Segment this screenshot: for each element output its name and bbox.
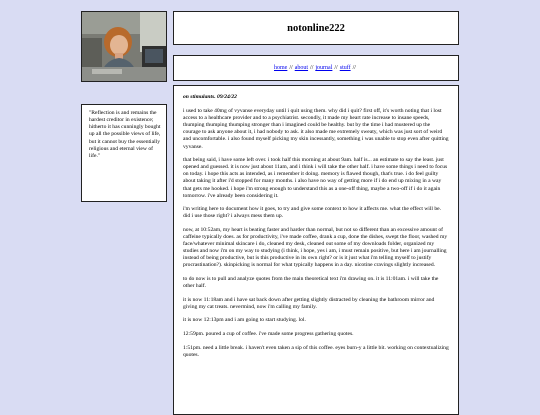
post-paragraph: i used to take 40mg of vyvanse everyday until i quit using them. why did i quit? first off, it's worth noting that i lost access to a healthcare provider and to a psychiatrist. secondly, it made my heart rate increase to insane speeds, thumping thumping thumping stronger than i imagined could be healthy. but by the time i had mustered up the courage to ask anyone about it, i had nobody to ask. it also made me extremely sweaty, which was just sort of weird and uncomfortable. i also found myself picking my skin incessantly, something i was unable to stop even after quitting vyvanse. <box>183 108 449 150</box>
post-paragraph: 12:59pm. poured a cup of coffee. i've made some progress gathering quotes. <box>183 330 354 337</box>
avatar-image <box>82 12 166 81</box>
nav-link-home[interactable]: home <box>274 65 288 71</box>
post-paragraph: it is now 12:13pm and i am going to start studying. lol. <box>183 317 306 324</box>
post-title: on stimulants. 09/24/22 <box>183 94 237 100</box>
quote-text: "Reflection is and remains the hardest creditor in existence; hitherto it has cunningly bought up all the possible views of life, but it cannot buy the essentially religious and eternal view of life." <box>89 110 161 159</box>
site-header <box>173 11 459 45</box>
nav-separator: // <box>289 65 293 71</box>
sidebar-quote <box>81 104 167 202</box>
nav-separator: // <box>310 65 314 71</box>
post-paragraph: now, at 10:52am, my heart is beating faster and harder than normal, but not so different than an excessive amount of caffeine typically does. as for productivity, i've made coffee, drank a cup, done the dishes, swept the floor, washed my face/whatever minimal skincare i do, cleaned my desk, cleaned out some of my downloads folder, organized my studies and now i'm on my way to studying (i think, i hope, yes i am, i must remain positive, but here i am journalling instead of being productive, but is this productive in its own right? or is it just what i'm telling myself to justify procrastination?). skinpicking is normal for what typically happens in a day. nicotine cravings slightly increased. <box>183 226 448 269</box>
journal-entry <box>173 85 459 415</box>
nav-link-stuff[interactable]: stuff <box>339 65 351 71</box>
nav-separator: // <box>334 65 338 71</box>
post-paragraph: it is now 11:18am and i have sat back down after getting slightly distracted by cleaning the bathroom mirror and giving my cat treats. nevermind, now i'm calling my family. <box>183 296 435 310</box>
post-paragraph: i'm writing here to document how it goes, to try and give some context to how it affects me. what the effect will be. did i use those right? i always mess them up. <box>183 206 442 220</box>
post-paragraph: 1:51pm. need a little break. i haven't even taken a sip of this coffee. eyes burn-y a little bit. working on contextualizing quotes. <box>183 344 449 358</box>
nav-link-about[interactable]: about <box>294 65 309 71</box>
site-title: notonline222 <box>287 22 345 34</box>
post-paragraph: to do now is to pull and analyze quotes from the main theoretical text i'm drawing on. it is 11:01am. i will take the other half. <box>183 275 439 290</box>
avatar <box>81 11 167 82</box>
post-paragraph: that being said, i have some left over. i took half this morning at about 9am. half is... an estimate to say the least. just opened and guessed. it is now just about 11am, and i think i will take the other half. i have some things i need to focus on today. i hope this acts as intended, as i remember it doing. memory is flawed though, that's true. i do feel guilty about taking it after i'd stopped for many months. i also have no way of getting more if i do end up mixing in a way that gets me hooked. i hope i'm strong enough to understand this as a one-off thing, maybe a two-off if i do it again tomorrow. i've already been considering it. <box>183 157 448 199</box>
nav-link-journal[interactable]: journal <box>315 65 333 71</box>
nav-bar <box>173 55 459 81</box>
nav-separator: // <box>352 65 356 71</box>
